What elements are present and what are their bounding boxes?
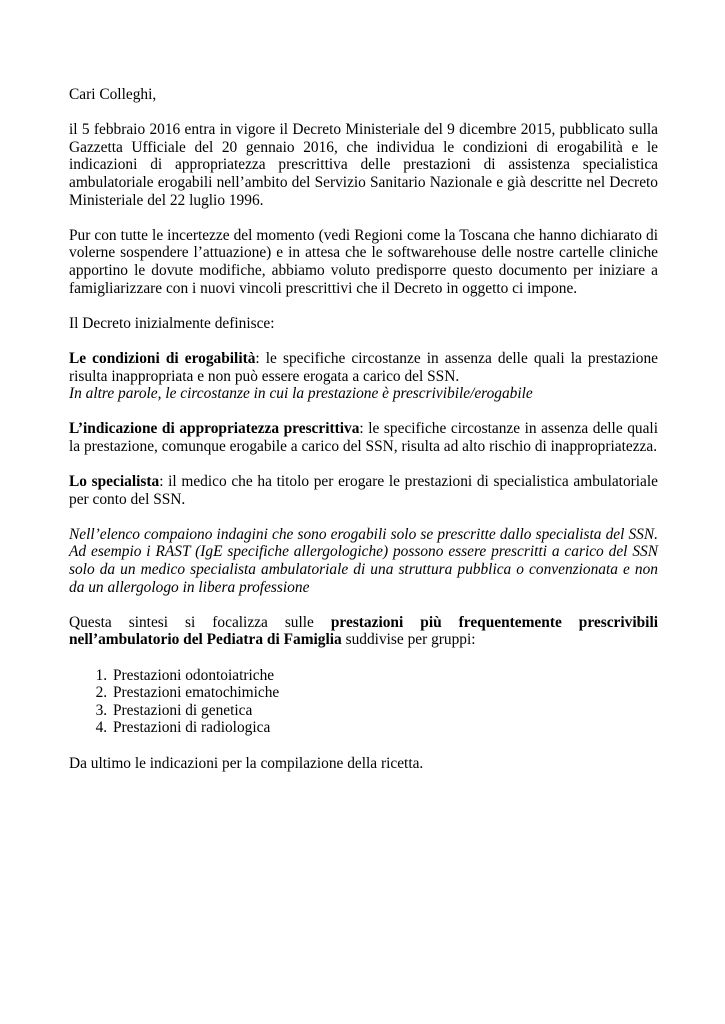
summary-bold: prestazioni più frequentemente prescrivibili nell’ambulatorio del Pediatra di Famiglia: [69, 613, 658, 649]
summary-paragraph: [69, 614, 658, 649]
intro-paragraph: il 5 febbraio 2016 entra in vigore il Decreto Ministeriale del 9 dicembre 2015, pubblicato sulla Gazzetta Ufficiale del 20 gennaio 2016, che individua le condizioni di erogabilità e le indicazioni di appropriatezza prescrittiva delle prestazioni di assistenza specialistica ambulatoriale erogabili nell’ambito del Servizio Sanitario Nazionale e già descritte nel Decreto Ministeriale del 22 luglio 1996.: [69, 121, 658, 209]
definition-term: L’indicazione di appropriatezza prescrittiva: [69, 420, 360, 438]
definition-erogabilita: [69, 350, 658, 403]
closing-paragraph: Da ultimo le indicazioni per la compilazione della ricetta.: [69, 754, 424, 772]
summary-before: Questa sintesi si focalizza sulle: [69, 613, 331, 631]
definitions-intro: Il Decreto inizialmente definisce:: [69, 314, 275, 332]
list-item: 2. Prestazioni ematochimiche: [111, 684, 658, 702]
definition-text: : il medico che ha titolo per erogare le prestazioni di specialistica ambulatoriale per conto del SSN.: [69, 473, 658, 508]
definition-erogabilita-body: [69, 350, 658, 385]
list-item: 3. Prestazioni di genetica: [111, 702, 658, 720]
definition-specialista: [69, 473, 658, 508]
summary-after: suddivise per gruppi:: [341, 631, 476, 649]
list-item: 1. Prestazioni odontoiatriche: [111, 667, 658, 685]
specialist-note: Nell’elenco compaiono indagini che sono erogabili solo se prescritte dallo specialista del SSN. Ad esempio i RAST (IgE specifiche allergologiche) possono essere prescritti a carico del SSN solo da un medico specialista ambulatoriale di una struttura pubblica o convenzionata e non da un allergologo in libera professione: [69, 525, 658, 596]
letter-page: [69, 86, 658, 790]
definition-term: Le condizioni di erogabilità: [69, 349, 256, 367]
definition-term: Lo specialista: [69, 473, 160, 491]
groups-list: [69, 667, 658, 737]
definition-text: : le specifiche circostanze in assenza delle quali la prestazione, comunque erogabile a carico del SSN, risulta ad alto rischio di inappropriatezza.: [69, 420, 658, 455]
context-paragraph: Pur con tutte le incertezze del momento (vedi Regioni come la Toscana che hanno dichiarato di volerne sospendere l’attuazione) e in attesa che le softwarehouse delle nostre cartelle cliniche apportino le dovute modifiche, abbiamo voluto predisporre questo documento per iniziare a famigliarizzare con i nuovi vincoli prescrittivi che il Decreto in oggetto ci impone.: [69, 226, 658, 297]
definition-text: : le specifiche circostanze in assenza delle quali la prestazione risulta inappropriata e non può essere erogata a carico del SSN.: [69, 349, 658, 385]
definition-erogabilita-note: In altre parole, le circostanze in cui la prestazione è prescrivibile/erogabile: [69, 385, 533, 403]
list-item: 4. Prestazioni di radiologica: [111, 719, 658, 737]
definition-appropriatezza: [69, 420, 658, 455]
greeting: Cari Colleghi,: [69, 86, 157, 103]
